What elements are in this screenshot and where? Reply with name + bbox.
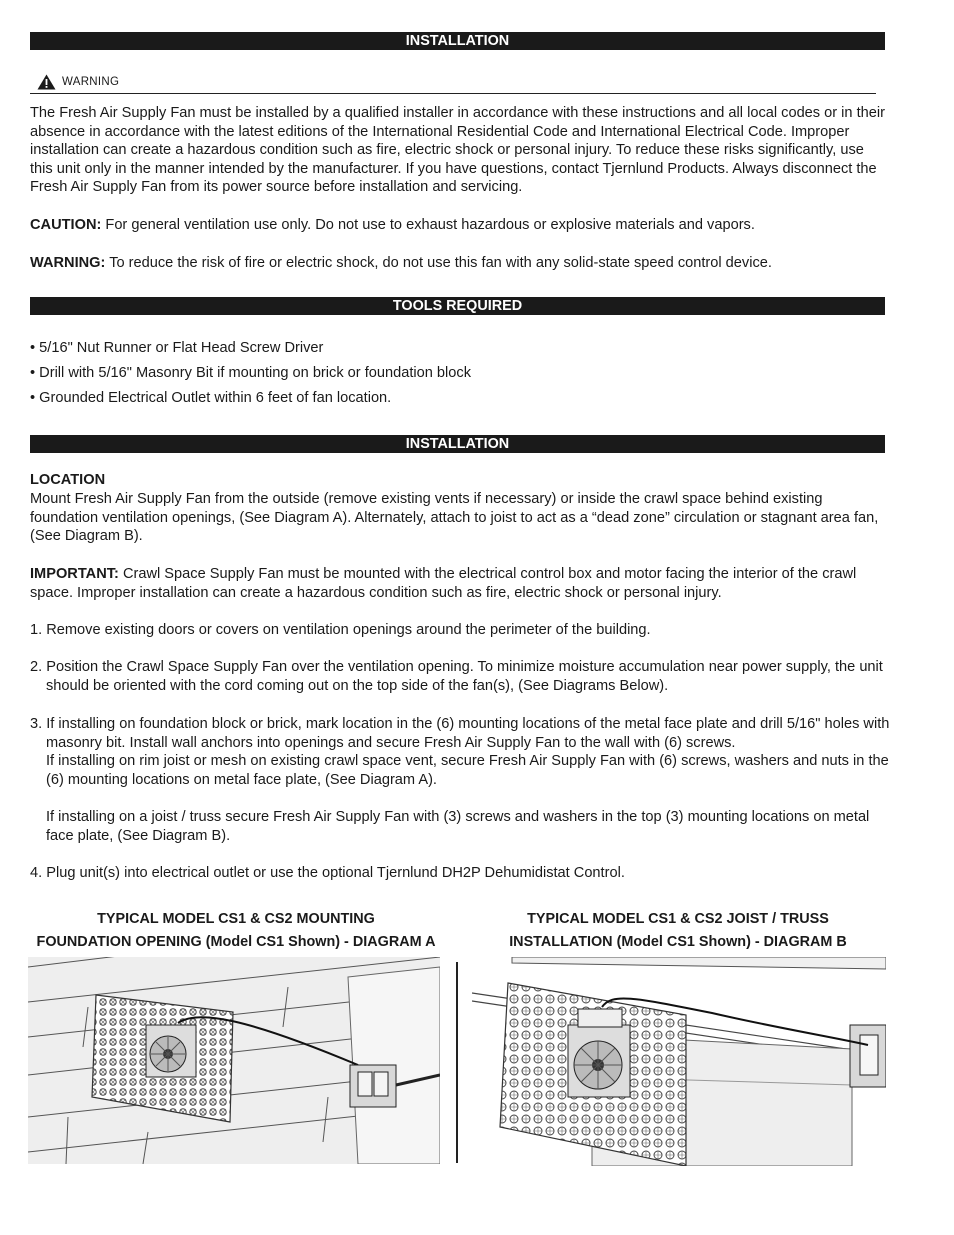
warning-paragraph: The Fresh Air Supply Fan must be installed by a qualified installer in accordance with these instructions and all local codes or in their absence in accordance with the latest editions of the International Residential Code and International Electrical Code. Improper installation can create a hazardous condition such as fire, electric shock or personal injury. To reduce these risks significantly, use this unit only in the manner intended by the manufacturer. If you have questions, contact Tjernlund Products. Always disconnect the Fresh Air Supply Fan from its power source before installation and servicing. xyxy=(30,105,885,196)
diagram-a-caption xyxy=(20,908,452,953)
diagram-b-caption xyxy=(462,908,894,953)
step-2: 2. Position the Crawl Space Supply Fan over the ventilation opening. To minimize moisture accumulation near power supply, the unit should be oriented with the cord coming out on the top side of the fan(s), (See Diagrams Below). xyxy=(30,659,883,694)
tool-item: • Drill with 5/16" Masonry Bit if mounting on brick or foundation block xyxy=(30,365,472,381)
diagram-a-caption-line1: TYPICAL MODEL CS1 & CS2 MOUNTING xyxy=(97,911,375,927)
caution-paragraph xyxy=(30,216,890,235)
location-heading-text: LOCATION xyxy=(30,472,106,488)
warning-speed-paragraph xyxy=(30,254,890,273)
warning-triangle-icon xyxy=(37,74,56,90)
section-header-installation: INSTALLATION xyxy=(30,32,885,50)
section-header-installation-2: INSTALLATION xyxy=(30,435,885,453)
important-label: IMPORTANT: xyxy=(30,566,119,582)
diagram-b-caption-line2: INSTALLATION (Model CS1 Shown) - DIAGRAM B xyxy=(509,933,847,950)
warning-header xyxy=(37,74,119,90)
location-paragraph: Mount Fresh Air Supply Fan from the outside (remove existing vents if necessary) or inside the crawl space behind existing foundation ventilation openings, (See Diagram A). Alternately, attach to joist to act as a “dead zone” circulation or stagnant area fan, (See Diagram B). xyxy=(30,491,879,545)
diagram-divider xyxy=(456,962,458,1163)
step-3b: If installing on rim joist or mesh on existing crawl space vent, secure Fresh Air Supply Fan with (6) screws, washers and nuts in the (6) mounting locations on metal face plate, (See Diagram A). xyxy=(46,753,889,788)
warning-label: WARNING xyxy=(62,76,120,88)
tool-item: • Grounded Electrical Outlet within 6 feet of fan location. xyxy=(30,390,392,406)
diagram-a-caption-line2: FOUNDATION OPENING (Model CS1 Shown) - DIAGRAM A xyxy=(36,933,436,950)
location-heading xyxy=(30,471,890,490)
warning-divider xyxy=(30,93,876,94)
diagram-b-illustration xyxy=(472,957,886,1166)
step-1: 1. Remove existing doors or covers on ventilation openings around the perimeter of the building. xyxy=(30,622,651,638)
diagram-a-illustration xyxy=(28,957,440,1164)
section-header-tools-required: TOOLS REQUIRED xyxy=(30,297,885,315)
step-4: 4. Plug unit(s) into electrical outlet or use the optional Tjernlund DH2P Dehumidistat Control. xyxy=(30,865,625,881)
step-3c: If installing on a joist / truss secure Fresh Air Supply Fan with (3) screws and washers in the top (3) mounting locations on metal face plate, (See Diagram B). xyxy=(46,809,870,844)
important-text: Crawl Space Supply Fan must be mounted with the electrical control box and motor facing the interior of the crawl space. Improper installation can create a hazardous condition such as fire, electric shock or personal injury. xyxy=(30,566,857,601)
warning2-label: WARNING: xyxy=(30,255,106,271)
step-3a: 3. If installing on foundation block or brick, mark location in the (6) mounting locations of the metal face plate and drill 5/16" holes with masonry bit. Install wall anchors into openings and secure Fresh Air Supply Fan to the wall with (6) screws. xyxy=(30,716,890,751)
tool-item: • 5/16" Nut Runner or Flat Head Screw Driver xyxy=(30,340,324,356)
caution-label: CAUTION: xyxy=(30,217,102,233)
warning2-text: To reduce the risk of fire or electric shock, do not use this fan with any solid-state speed control device. xyxy=(105,255,772,271)
diagram-b-caption-line1: TYPICAL MODEL CS1 & CS2 JOIST / TRUSS xyxy=(527,911,829,927)
important-paragraph xyxy=(30,565,890,602)
caution-text: For general ventilation use only. Do not use to exhaust hazardous or explosive materials and vapors. xyxy=(101,217,755,233)
